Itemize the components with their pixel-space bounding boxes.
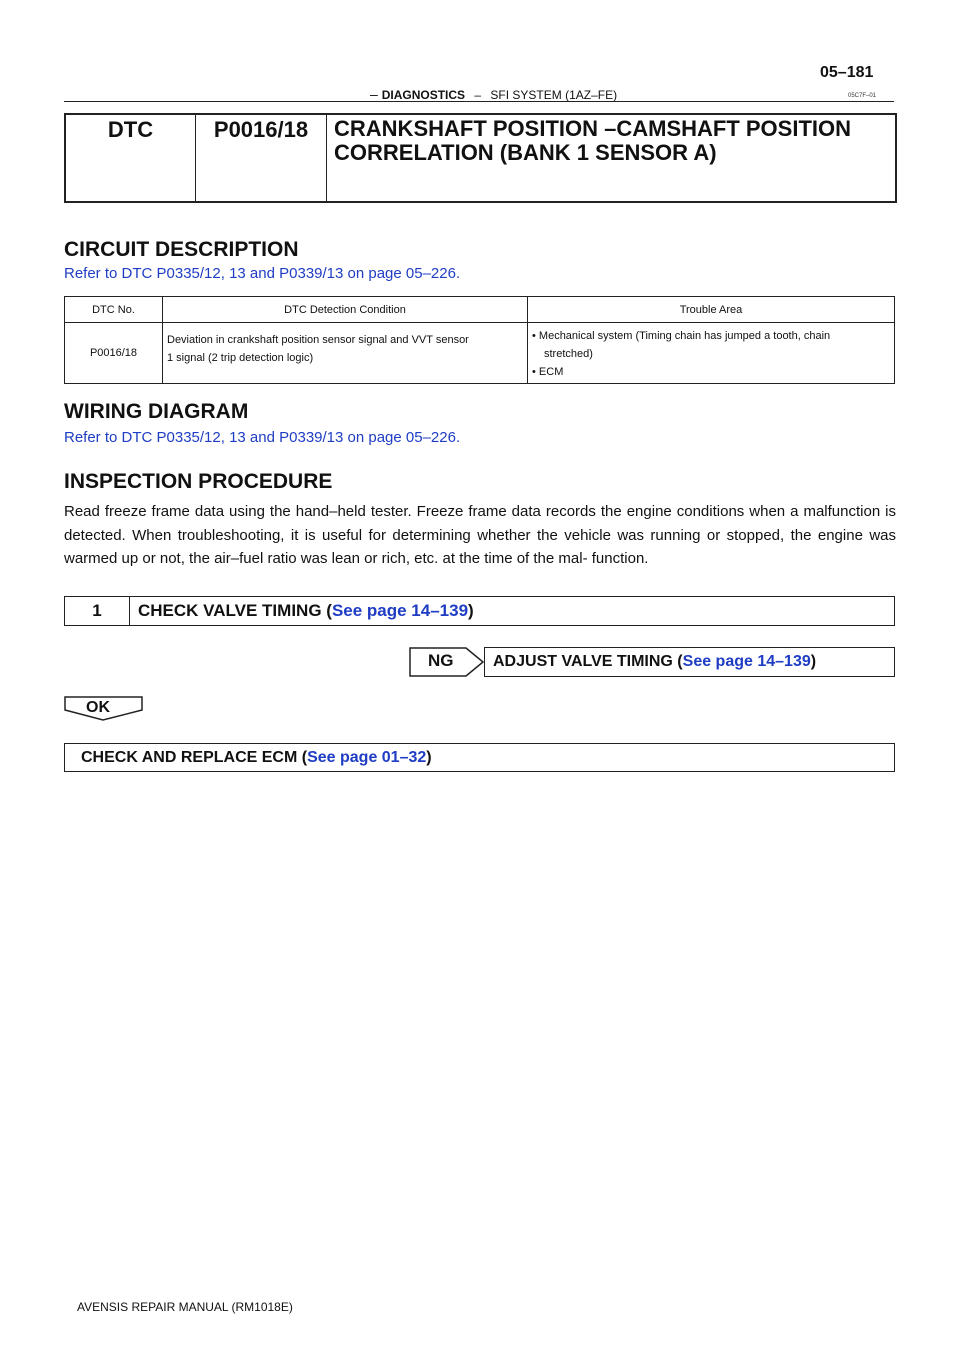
circuit-description-link[interactable]: Refer to DTC P0335/12, 13 and P0339/13 on page 05–226.	[64, 265, 461, 282]
ng-action-close: )	[810, 653, 817, 670]
step-1-label: CHECK VALVE TIMING (	[138, 601, 332, 620]
inspection-procedure-heading: INSPECTION PROCEDURE	[64, 470, 333, 493]
ng-label: NG	[428, 651, 454, 670]
table-header: DTC Detection Condition	[163, 297, 528, 323]
header-rule	[64, 101, 894, 102]
table-row	[65, 323, 895, 384]
table-header: DTC No.	[65, 297, 163, 323]
trouble-area-item: • ECM	[532, 366, 564, 378]
header-section: DIAGNOSTICS	[381, 88, 466, 102]
footer-manual-title: AVENSIS REPAIR MANUAL (RM1018E)	[77, 1300, 293, 1314]
table-cell-condition	[163, 323, 528, 384]
final-step-label: CHECK AND REPLACE ECM (	[81, 749, 308, 766]
ok-label: OK	[86, 699, 110, 716]
condition-line: Deviation in crankshaft position sensor signal and VVT sensor	[167, 334, 469, 346]
dtc-label: DTC	[66, 115, 196, 201]
step-1-text	[138, 597, 474, 625]
table-header-row	[65, 297, 895, 323]
dtc-title-block	[64, 113, 897, 203]
circuit-description-heading: CIRCUIT DESCRIPTION	[64, 238, 299, 261]
header-separator: –	[474, 88, 482, 102]
table-header: Trouble Area	[528, 297, 895, 323]
final-step-box	[64, 743, 895, 772]
doc-code: 05C7F–01	[848, 93, 877, 99]
dtc-table	[64, 296, 895, 384]
running-header: – DIAGNOSTICS – SFI SYSTEM (1AZ–FE)	[370, 86, 618, 102]
step-number: 1	[65, 597, 130, 625]
ng-action-link[interactable]: See page 14–139	[682, 653, 811, 670]
condition-line: 1 signal (2 trip detection logic)	[167, 352, 314, 364]
dtc-code: P0016/18	[196, 115, 327, 201]
dtc-description: CRANKSHAFT POSITION –CAMSHAFT POSITION CORRELATION (BANK 1 SENSOR A)	[334, 116, 852, 165]
table-cell-dtc-no: P0016/18	[65, 323, 163, 384]
trouble-area-item: • Mechanical system (Timing chain has jumped a tooth, chain	[532, 330, 831, 342]
step-1-close: )	[468, 601, 474, 620]
final-step-link[interactable]: See page 01–32	[307, 749, 427, 766]
page-number: 05–181	[820, 64, 874, 81]
ng-action-text	[493, 648, 816, 676]
inspection-paragraph: Read freeze frame data using the hand–held tester. Freeze frame data records the engine conditions when a malfunction is detected. When troubleshooting, it is useful for determining whether the vehicle was running or stopped, the engine was warmed up or not, the air–fuel ratio was lean or rich, etc. at the time of the mal- function.	[64, 503, 896, 567]
ng-action-label: ADJUST VALVE TIMING (	[493, 653, 683, 670]
table-cell-trouble-area	[528, 323, 895, 384]
header-subsection: SFI SYSTEM (1AZ–FE)	[490, 88, 618, 102]
wiring-diagram-heading: WIRING DIAGRAM	[64, 400, 249, 423]
wiring-diagram-link[interactable]: Refer to DTC P0335/12, 13 and P0339/13 on page 05–226.	[64, 429, 461, 446]
final-step-close: )	[426, 749, 432, 766]
final-step-text	[81, 744, 432, 771]
ng-action-box	[484, 647, 895, 677]
trouble-area-item-continued: stretched)	[544, 348, 593, 360]
step-1-box	[64, 596, 895, 626]
step-1-link[interactable]: See page 14–139	[331, 601, 469, 620]
